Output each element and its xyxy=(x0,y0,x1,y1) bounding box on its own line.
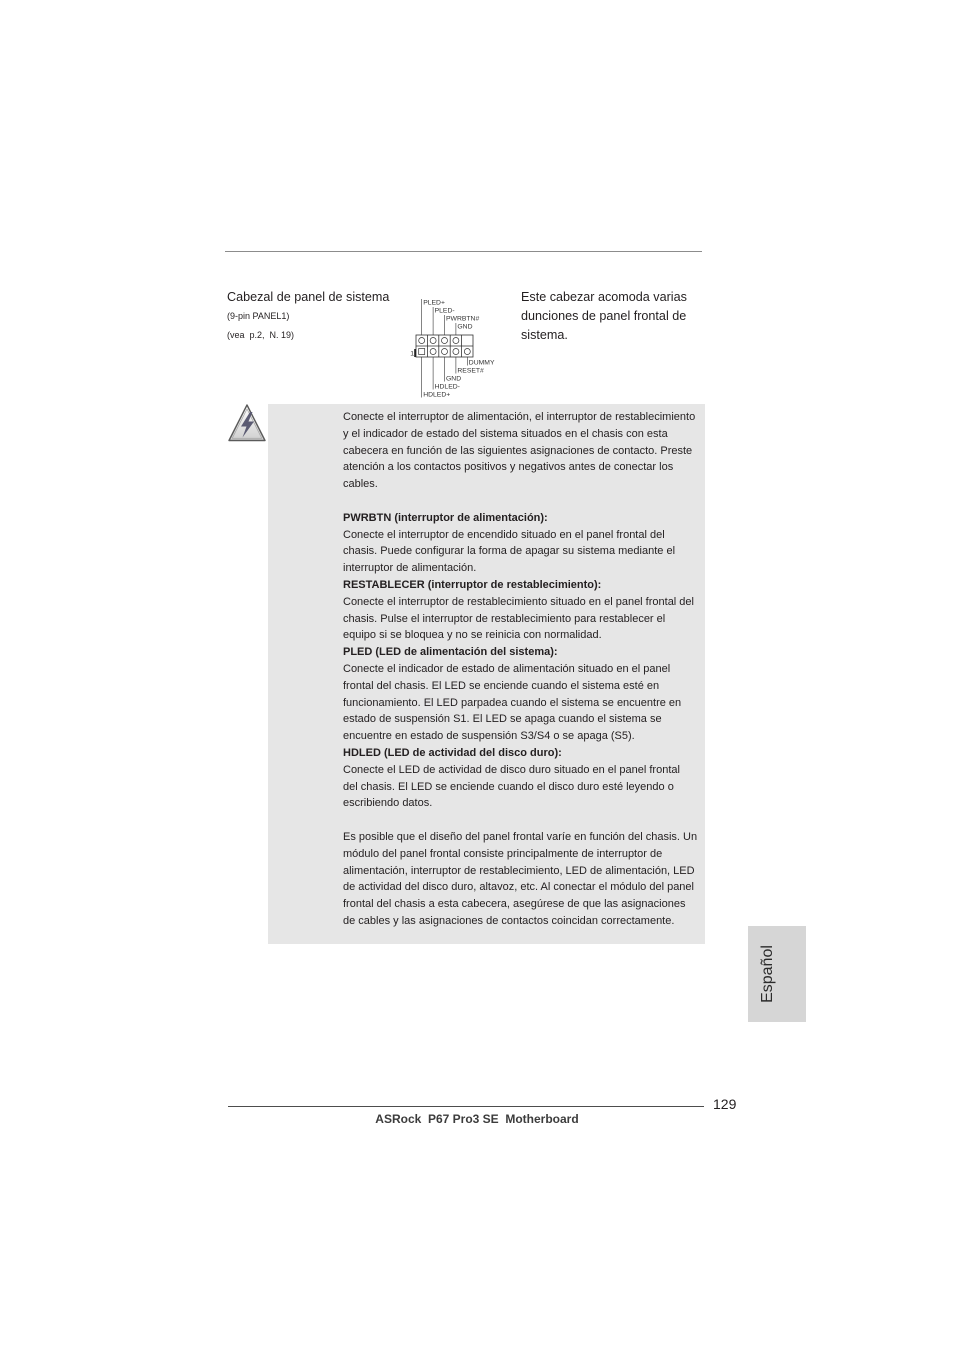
note-intro-line: Conecte el interruptor de alimentación, el interruptor de restablecimiento xyxy=(343,411,696,423)
section-line: Conecte el interruptor de encendido situado en el panel frontal del xyxy=(343,528,665,541)
pin-label-reset: RESET# xyxy=(457,367,484,375)
note-closing-line: de actividad del disco duro, altavoz, etc. Al conectar el módulo del panel xyxy=(343,881,694,894)
pin-1-marker-label: 1 xyxy=(410,350,415,358)
section-line: interruptor de alimentación. xyxy=(343,562,477,575)
warning-icon xyxy=(227,403,267,443)
connector-pin-label: (9-pin PANEL1) xyxy=(227,311,290,321)
note-closing-line: alimentación, interruptor de restablecimiento, LED de alimentación, LED xyxy=(343,864,695,877)
pin-label-pwrbtn: PWRBTN# xyxy=(446,315,480,323)
connector-description xyxy=(521,288,687,345)
section-line: Conecte el LED de actividad de disco duro situado en el panel frontal xyxy=(343,763,680,776)
paragraph-gap xyxy=(343,493,705,510)
footer-rule xyxy=(228,1106,704,1107)
pin-label-gnd-top: GND xyxy=(457,323,473,331)
section-line: encuentre en estado de suspensión S3/S4 o se apaga (S5). xyxy=(343,730,635,743)
note-closing-line: Es posible que el diseño del panel frontal varíe en función del chasis. Un xyxy=(343,830,698,843)
pin-label-dummy: DUMMY xyxy=(468,359,495,367)
connector-description-line: dunciones de panel frontal de xyxy=(521,308,687,323)
section-line: escribiendo datos. xyxy=(343,797,433,810)
section-line: funcionamiento. El LED parpadea cuando el sistema se encuentre en xyxy=(343,696,682,709)
section-heading-reset: RESTABLECER (interruptor de restablecimiento): xyxy=(343,578,602,591)
paragraph-gap xyxy=(343,812,705,829)
pin-label-pled-plus: PLED+ xyxy=(423,299,445,307)
section-line: del chasis. El LED se enciende cuando el disco duro esté leyendo o xyxy=(343,780,674,793)
connector-description-line: sistema. xyxy=(521,327,568,342)
pin-label-pled-minus: PLED- xyxy=(434,307,455,315)
pin-label-hdled-minus: HDLED- xyxy=(434,383,460,391)
section-line: chasis. Pulse el interruptor de restablecimiento para restablecer el xyxy=(343,612,666,625)
connector-page-reference: (vea p.2, N. 19) xyxy=(227,330,295,340)
section-heading-pwrbtn: PWRBTN (interruptor de alimentación): xyxy=(343,511,548,524)
section-line: Conecte el interruptor de restablecimiento situado en el panel frontal del xyxy=(343,595,694,608)
note-closing-line: de cables y las asignaciones de contactos coincidan correctamente. xyxy=(343,914,675,927)
pin-label-hdled-plus: HDLED+ xyxy=(423,391,451,399)
panel-header-diagram xyxy=(405,295,500,400)
header-rule xyxy=(225,251,702,252)
note-closing-line: módulo del panel frontal consiste principalmente de interruptor de xyxy=(343,847,663,860)
note-intro-line: cables. xyxy=(343,478,378,491)
page-number: 129 xyxy=(713,1096,737,1112)
section-line: equipo si se bloquea y no se reinicia con normalidad. xyxy=(343,629,602,642)
pin-1-marker-bar xyxy=(414,349,416,357)
section-line: estado de suspensión S1. El LED se apaga cuando el sistema se xyxy=(343,713,662,726)
note-intro-line: y el indicador de estado del sistema situados en el chasis con esta xyxy=(343,427,668,440)
section-line: Conecte el indicador de estado de alimentación situado en el panel xyxy=(343,662,671,675)
language-side-tab-label: Español xyxy=(759,945,776,1003)
pin-label-gnd-bottom: GND xyxy=(446,375,462,383)
product-name: ASRock P67 Pro3 SE Motherboard xyxy=(375,1112,579,1126)
note-closing-line: frontal del chasis a esta cabecera, asegúrese de que las asignaciones xyxy=(343,898,686,911)
section-line: chasis. Puede configurar la forma de apagar su sistema mediante el xyxy=(343,545,676,558)
note-intro-line: atención a los contactos positivos y negativos antes de conectar los xyxy=(343,461,674,474)
section-heading-pled: PLED (LED de alimentación del sistema): xyxy=(343,646,558,659)
section-heading-hdled: HDLED (LED de actividad del disco duro): xyxy=(343,746,562,759)
section-line: frontal del chasis. El LED se enciende cuando el sistema esté en xyxy=(343,679,660,692)
connector-title: Cabezal de panel de sistema xyxy=(227,290,390,304)
note-text xyxy=(343,409,705,930)
connector-description-line: Este cabezar acomoda varias xyxy=(521,289,687,304)
language-side-tab xyxy=(748,926,806,1022)
note-intro-line: cabecera en función de las siguientes asignaciones de contacto. Preste xyxy=(343,444,693,457)
